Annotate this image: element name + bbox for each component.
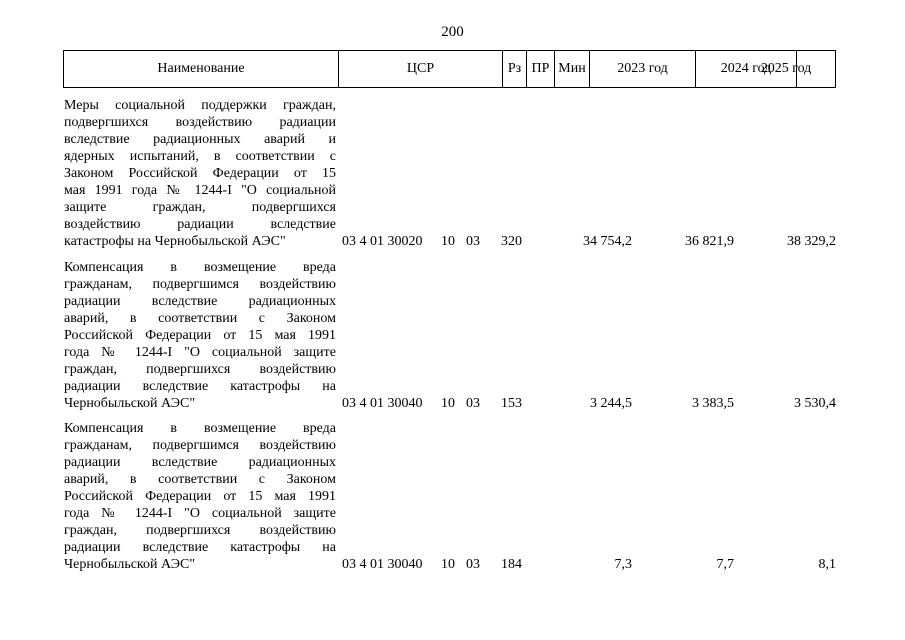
row-2023: 3 244,5 bbox=[590, 396, 632, 411]
row-2024: 3 383,5 bbox=[692, 396, 734, 411]
row-name-line: гражданам, подвергшимся воздействию bbox=[64, 438, 336, 453]
row-name-line: гражданам, подвергшимся воздействию bbox=[64, 277, 336, 292]
header-2023: 2023 год bbox=[590, 51, 696, 87]
row-name bbox=[64, 420, 336, 573]
row-name-line: граждан, подвергшихся воздействию bbox=[64, 523, 336, 538]
row-name-line: Меры социальной поддержки граждан, bbox=[64, 98, 336, 113]
row-name-line: Компенсация в возмещение вреда bbox=[64, 260, 336, 275]
header-rz: Рз bbox=[503, 51, 527, 87]
row-name-line: ядерных испытаний, в соответствии с bbox=[64, 149, 336, 164]
row-name-line: Российской Федерации от 15 мая 1991 bbox=[64, 489, 336, 504]
row-name-line: радиации вследствие радиационных bbox=[64, 294, 336, 309]
row-pr: 03 bbox=[466, 557, 480, 572]
row-rz: 10 bbox=[441, 396, 455, 411]
row-csr: 03 4 01 30020 bbox=[342, 234, 423, 249]
row-rz: 10 bbox=[441, 557, 455, 572]
header-pr: ПР bbox=[527, 51, 555, 87]
header-name: Наименование bbox=[64, 51, 339, 87]
row-name bbox=[64, 97, 336, 250]
row-name-line: Российской Федерации от 15 мая 1991 bbox=[64, 328, 336, 343]
row-name-line: подвергшихся воздействию радиации bbox=[64, 115, 336, 130]
row-csr: 03 4 01 30040 bbox=[342, 557, 423, 572]
row-name-line: года № 1244-I "О социальной защите bbox=[64, 506, 336, 521]
row-pr: 03 bbox=[466, 396, 480, 411]
row-name-line: Компенсация в возмещение вреда bbox=[64, 421, 336, 436]
header-csr: ЦСР bbox=[339, 51, 503, 87]
row-rz: 10 bbox=[441, 234, 455, 249]
row-name-line: мая 1991 года № 1244-I "О социальной bbox=[64, 183, 336, 198]
row-name-line: аварий, в соответствии с Законом bbox=[64, 311, 336, 326]
row-name-line: аварий, в соответствии с Законом bbox=[64, 472, 336, 487]
row-name bbox=[64, 259, 336, 412]
row-2025: 8,1 bbox=[818, 557, 836, 572]
row-min: 320 bbox=[501, 234, 522, 249]
row-name-line: воздействию радиации вследствие bbox=[64, 217, 336, 232]
header-2024: 2024 год bbox=[696, 51, 797, 87]
header-2025: 2025 год bbox=[760, 61, 812, 76]
row-name-line: радиации вследствие радиационных bbox=[64, 455, 336, 470]
row-name-line: радиации вследствие катастрофы на bbox=[64, 540, 336, 555]
table-header bbox=[63, 50, 836, 88]
row-2025: 3 530,4 bbox=[794, 396, 836, 411]
row-name-line: Чернобыльской АЭС" bbox=[64, 557, 196, 572]
row-name-line: года № 1244-I "О социальной защите bbox=[64, 345, 336, 360]
row-pr: 03 bbox=[466, 234, 480, 249]
row-min: 184 bbox=[501, 557, 522, 572]
row-name-line: катастрофы на Чернобыльской АЭС" bbox=[64, 234, 286, 249]
row-name-line: Чернобыльской АЭС" bbox=[64, 396, 196, 411]
row-name-line: граждан, подвергшихся воздействию bbox=[64, 362, 336, 377]
row-csr: 03 4 01 30040 bbox=[342, 396, 423, 411]
row-2023: 34 754,2 bbox=[583, 234, 632, 249]
row-2023: 7,3 bbox=[614, 557, 632, 572]
row-min: 153 bbox=[501, 396, 522, 411]
page-number: 200 bbox=[441, 24, 464, 40]
row-name-line: защите граждан, подвергшихся bbox=[64, 200, 336, 215]
header-min: Мин bbox=[555, 51, 590, 87]
row-2024: 7,7 bbox=[716, 557, 734, 572]
row-name-line: Законом Российской Федерации от 15 bbox=[64, 166, 336, 181]
row-2025: 38 329,2 bbox=[787, 234, 836, 249]
row-name-line: вследствие радиационных аварий и bbox=[64, 132, 336, 147]
row-name-line: радиации вследствие катастрофы на bbox=[64, 379, 336, 394]
row-2024: 36 821,9 bbox=[685, 234, 734, 249]
